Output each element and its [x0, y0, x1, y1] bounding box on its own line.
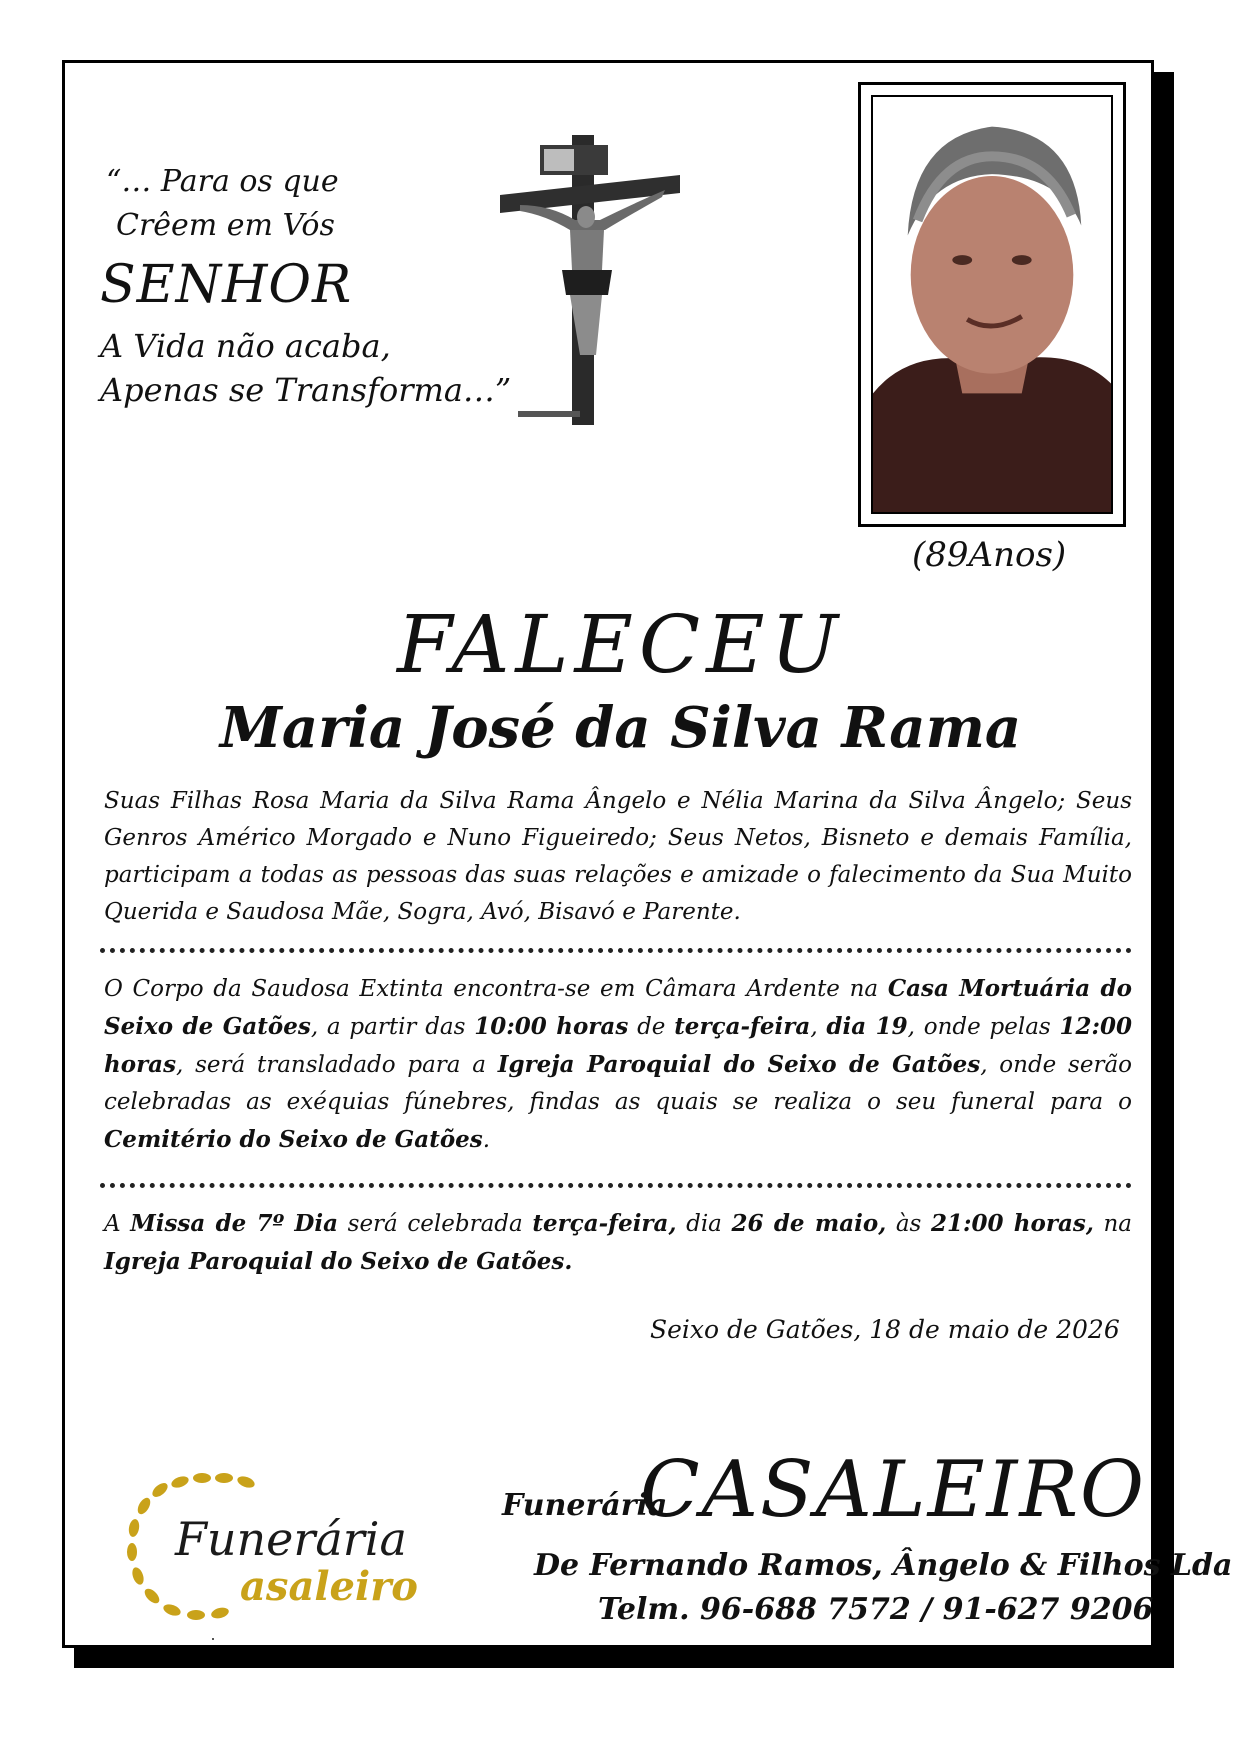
bold-span: 10:00 horas	[474, 1013, 629, 1040]
funeral-home-owners: De Fernando Ramos, Ângelo & Filhos Lda	[534, 1548, 1233, 1583]
bold-span: 12:00 horas	[104, 1013, 1133, 1078]
funeral-home-name: CASALEIRO	[640, 1445, 1146, 1535]
quote-line-5: Apenas se Transforma…”	[100, 371, 512, 409]
text-span: às	[886, 1211, 931, 1237]
quote-senhor: SENHOR	[100, 255, 353, 315]
speck	[212, 1638, 214, 1640]
bold-span: 26 de maio,	[731, 1210, 887, 1237]
dotted-divider	[100, 948, 1132, 953]
family-paragraph: Suas Filhas Rosa Maria da Silva Rama Ângelo e Nélia Marina da Silva Ângelo; Seus Genros Américo Morgado e Nuno Figueiredo; Seus Netos, Bisneto e demais Família, participam a todas as pessoas das suas relações e amizade o falecimento da Sua Muito Querida e Saudosa Mãe, Sogra, Avó, Bisavó e Parente.	[104, 788, 1132, 925]
bold-span: terça-feira	[674, 1013, 811, 1040]
bold-span: Casa Mortuária do Seixo de Gatões	[104, 975, 1132, 1040]
portrait-image	[873, 97, 1111, 512]
text-span: , será transladado para a	[176, 1052, 498, 1078]
text-span: A	[104, 1211, 131, 1237]
portrait-frame	[858, 82, 1126, 527]
mass-paragraph	[104, 1205, 1132, 1281]
quote-line-1: “… Para os que	[106, 164, 339, 199]
deceased-name: Maria José da Silva Rama	[219, 695, 1022, 761]
crucifix-icon	[500, 135, 680, 425]
text-span: , a partir das	[310, 1014, 475, 1040]
religious-quote	[100, 160, 520, 412]
bold-span: 21:00 horas,	[930, 1210, 1094, 1237]
text-span: dia	[676, 1211, 732, 1237]
text-span: O Corpo da Saudosa Extinta encontra-se em Câmara Ardente na	[104, 976, 888, 1002]
funeral-home-phones: Telm. 96-688 7572 / 91-627 9206	[598, 1592, 1154, 1627]
wake-funeral-paragraph	[104, 970, 1132, 1159]
bold-span: terça-feira,	[532, 1210, 677, 1237]
faleceu-heading: FALECEU	[397, 598, 844, 691]
funeral-home-logo	[120, 1460, 460, 1625]
quote-line-2: Crêem em Vós	[116, 208, 335, 243]
portrait-photo	[871, 95, 1113, 514]
quote-line-4: A Vida não acaba,	[100, 327, 391, 365]
text-span: de	[628, 1014, 675, 1040]
logo-text-1: Funerária	[175, 1512, 407, 1566]
bold-span: dia 19	[826, 1013, 908, 1040]
bold-span: Missa de 7º Dia	[130, 1210, 339, 1237]
place-date: Seixo de Gatões, 18 de maio de 2026	[650, 1315, 1120, 1344]
text-span: ,	[810, 1014, 827, 1040]
logo-text-2: asaleiro	[240, 1563, 418, 1610]
text-span: .	[482, 1127, 491, 1153]
text-span: , onde serão celebradas as exéquias fúnebres, findas as quais se realiza o seu funeral para o	[104, 1052, 1133, 1115]
text-span: , onde pelas	[907, 1014, 1060, 1040]
dotted-divider	[100, 1183, 1132, 1188]
text-span: será celebrada	[338, 1211, 533, 1237]
text-span: na	[1093, 1211, 1133, 1237]
bold-span: Igreja Paroquial do Seixo de Gatões.	[104, 1248, 573, 1275]
age-label: (89Anos)	[912, 535, 1067, 575]
funeral-home-prefix: Funerária	[502, 1488, 668, 1523]
bold-span: Igreja Paroquial do Seixo de Gatões	[497, 1051, 981, 1078]
bold-span: Cemitério do Seixo de Gatões	[104, 1126, 483, 1153]
